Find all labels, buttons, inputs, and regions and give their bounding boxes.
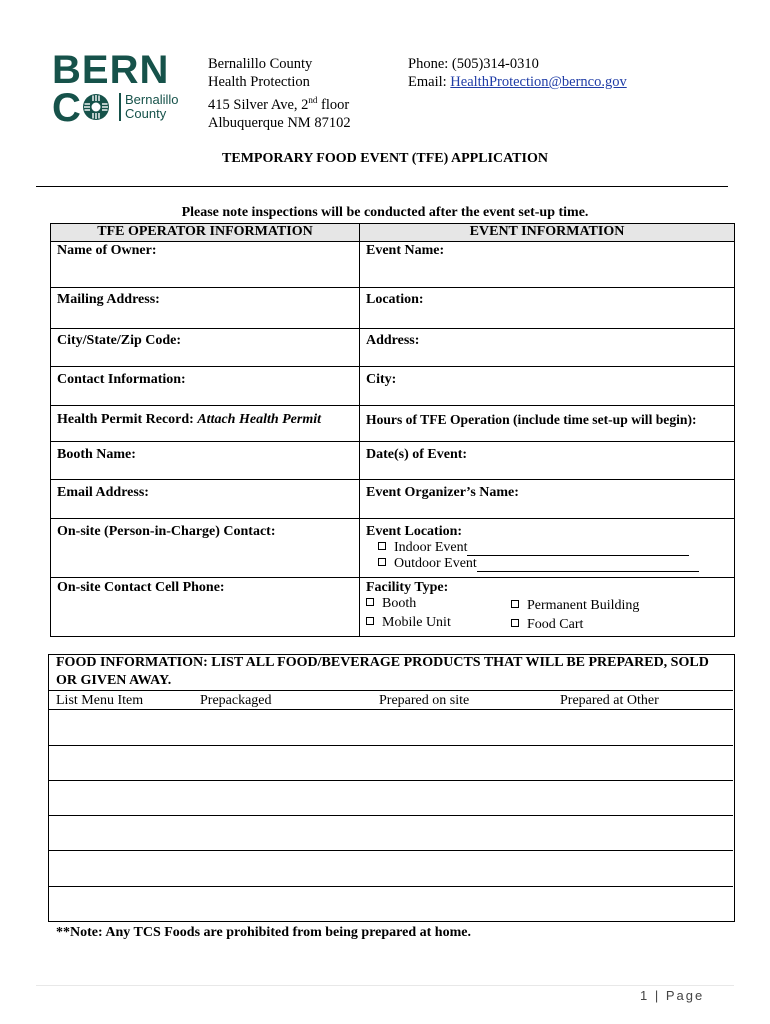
booth-name-field[interactable] (51, 442, 360, 480)
permanent-building-checkbox[interactable] (511, 600, 519, 608)
food-cart-option[interactable] (511, 615, 661, 633)
info-table (50, 223, 735, 637)
agency-city: Albuquerque NM 87102 (208, 114, 351, 131)
hours-label: Hours of TFE Operation (include time set-up will begin): (366, 412, 697, 427)
agency-dept: Health Protection (208, 74, 310, 90)
food-row-divider (48, 709, 733, 710)
col-prepackaged: Prepackaged (200, 693, 272, 708)
address-field[interactable] (360, 329, 735, 367)
food-info-title: FOOD INFORMATION: LIST ALL FOOD/BEVERAGE PRODUCTS THAT WILL BE PREPARED, SOLD OR GIVEN AWAY. (56, 655, 709, 688)
food-cart-checkbox[interactable] (511, 619, 519, 627)
email-link[interactable]: HealthProtection@bernco.gov (450, 74, 627, 90)
agency-contact (408, 55, 627, 91)
facility-type-label: Facility Type: (366, 580, 449, 595)
booth-label: Booth (382, 596, 417, 611)
footer-divider (36, 985, 734, 986)
form-title: TEMPORARY FOOD EVENT (TFE) APPLICATION (222, 151, 548, 166)
city-state-zip-field[interactable] (51, 329, 360, 367)
operator-info-header: TFE OPERATOR INFORMATION (51, 224, 360, 242)
hours-field[interactable] (360, 406, 735, 442)
col-prepared-on-site: Prepared on site (379, 693, 470, 708)
permanent-building-option[interactable] (511, 596, 661, 614)
logo-c: C (52, 86, 82, 130)
dates-field[interactable] (360, 442, 735, 480)
food-row-divider (48, 745, 733, 746)
street-post: floor (317, 96, 350, 113)
email-address-label: Email Address: (57, 485, 149, 500)
booth-checkbox[interactable] (366, 598, 374, 606)
event-name-label: Event Name: (366, 243, 445, 258)
col-menu-item: List Menu Item (56, 693, 144, 708)
bernco-logo-top: BERN (52, 48, 170, 92)
bernco-logo-subtitle (119, 93, 178, 121)
outdoor-option[interactable] (366, 556, 728, 572)
permit-label: Health Permit Record: (57, 412, 198, 427)
organizer-field[interactable] (360, 480, 735, 519)
permit-field[interactable] (51, 406, 360, 442)
address-label: Address: (366, 333, 420, 348)
food-row-divider (48, 850, 733, 851)
indoor-option[interactable] (366, 540, 728, 556)
outdoor-line[interactable] (477, 559, 699, 572)
inspection-note: Please note inspections will be conducted after the event set-up time. (181, 205, 589, 220)
city-label: City: (366, 372, 397, 387)
street-sup: nd (308, 95, 318, 105)
food-cart-label: Food Cart (527, 617, 584, 632)
permit-italic: Attach Health Permit (197, 412, 322, 427)
indoor-label: Indoor Event (394, 540, 468, 555)
email-label: Email: (408, 74, 451, 90)
tcs-note: **Note: Any TCS Foods are prohibited from being prepared at home. (56, 925, 471, 940)
location-field[interactable] (360, 288, 735, 329)
indoor-line[interactable] (467, 543, 689, 556)
event-name-field[interactable] (360, 242, 735, 288)
onsite-cell-label: On-site Contact Cell Phone: (57, 580, 225, 595)
mobile-unit-checkbox[interactable] (366, 617, 374, 625)
page-word: | Page (649, 988, 705, 1003)
booth-option[interactable] (366, 596, 511, 614)
food-row-divider (48, 886, 733, 887)
mobile-unit-label: Mobile Unit (382, 615, 451, 630)
contact-info-label: Contact Information: (57, 372, 186, 387)
city-state-zip-label: City/State/Zip Code: (57, 333, 182, 348)
food-row-divider (48, 780, 733, 781)
outdoor-checkbox[interactable] (378, 558, 386, 566)
organizer-label: Event Organizer’s Name: (366, 485, 519, 500)
page-footer (640, 988, 704, 1003)
dates-label: Date(s) of Event: (366, 447, 468, 462)
street-pre: 415 Silver Ave, 2 (208, 96, 309, 113)
outdoor-label: Outdoor Event (394, 556, 477, 571)
onsite-contact-field[interactable] (51, 519, 360, 578)
facility-type-field (360, 578, 735, 637)
zia-sun-icon (80, 91, 112, 123)
city-field[interactable] (360, 367, 735, 406)
booth-name-label: Booth Name: (57, 447, 136, 462)
permanent-building-label: Permanent Building (527, 598, 640, 613)
onsite-cell-field[interactable] (51, 578, 360, 637)
email-address-field[interactable] (51, 480, 360, 519)
mailing-field[interactable] (51, 288, 360, 329)
title-divider (36, 186, 728, 187)
event-location-label: Event Location: (366, 524, 463, 539)
email-line (408, 73, 627, 91)
agency-street (208, 91, 351, 114)
food-row-divider (48, 815, 733, 816)
event-info-header: EVENT INFORMATION (360, 224, 735, 242)
agency-name: Bernalillo County (208, 56, 313, 72)
phone: Phone: (505)314-0310 (408, 56, 539, 72)
event-location-field (360, 519, 735, 578)
indoor-checkbox[interactable] (378, 542, 386, 550)
col-prepared-at-other: Prepared at Other (560, 693, 659, 708)
page-number: 1 (640, 988, 650, 1003)
food-columns-header (48, 690, 733, 710)
mobile-unit-option[interactable] (366, 615, 511, 633)
logo-sub-line1: Bernalillo (125, 92, 179, 107)
mailing-label: Mailing Address: (57, 292, 160, 307)
logo-sub-line2: County (125, 106, 167, 121)
location-label: Location: (366, 292, 424, 307)
owner-label: Name of Owner: (57, 243, 157, 258)
agency-address (208, 55, 351, 132)
onsite-contact-label: On-site (Person-in-Charge) Contact: (57, 524, 276, 539)
contact-info-field[interactable] (51, 367, 360, 406)
owner-field[interactable] (51, 242, 360, 288)
